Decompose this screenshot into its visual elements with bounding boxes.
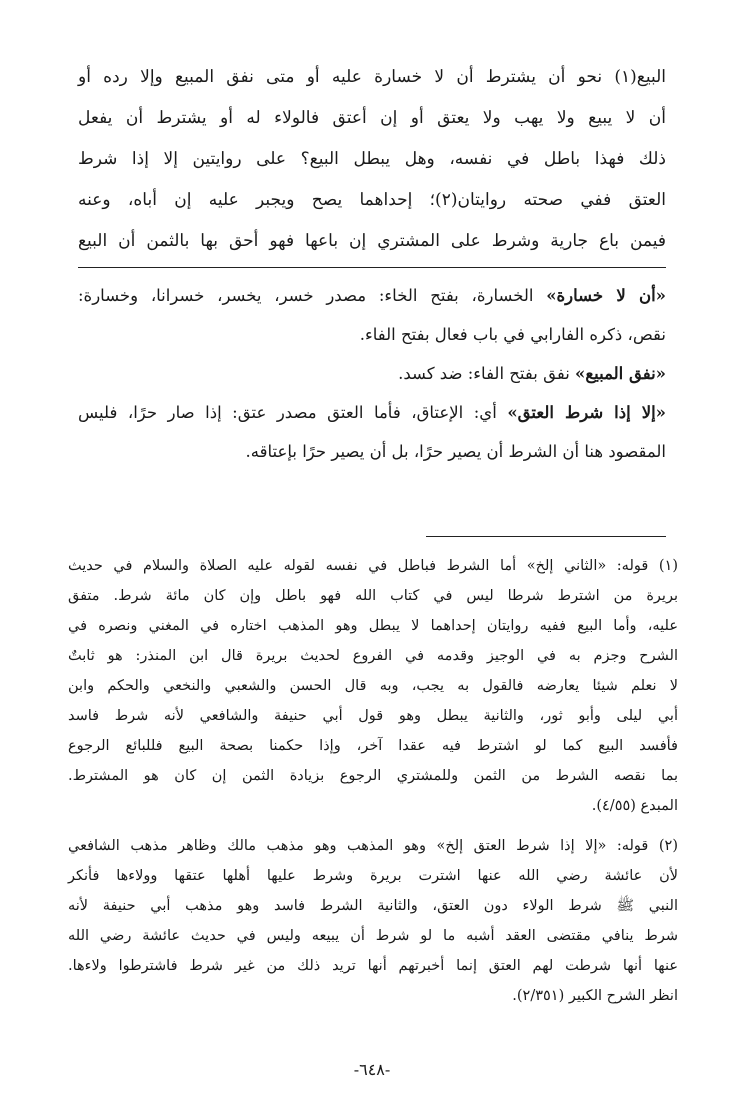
glossary-line	[78, 363, 666, 385]
footnote-line: انظر الشرح الكبير (٢/٣٥١).	[512, 988, 678, 1004]
footnote-line: بما نقصه الشرط من الثمن وللمشتري الرجوع بزيادة الثمن إن كان هو المشترط.	[68, 768, 678, 784]
footnote-line: شرط ينافي مقتضى العقد أشبه ما لو شرط أن يبيعه وليس في حديث عائشة رضي الله	[68, 928, 678, 944]
glossary-term: «إلا إذا شرط العتق»	[507, 403, 666, 422]
main-line: البيع(١) نحو أن يشترط أن لا خسارة عليه أو متى نفق المبيع وإلا رده أو	[78, 67, 666, 87]
footnote-line: النبي ﷺ شرط الولاء دون العتق، والثانية الشرط فاسد وهو مذهب أبي حنيفة لأنه	[68, 898, 678, 914]
glossary-text: نقص، ذكره الفارابي في باب فعال بفتح الفاء.	[359, 325, 666, 344]
glossary-text: المقصود هنا أن الشرط أن يصير حرًا، بل أن يصير حرًا بإعتاقه.	[245, 442, 666, 461]
main-line: ذلك فهذا باطل في نفسه، وهل يبطل البيع؟ على روايتين إلا إذا شرط	[78, 149, 666, 169]
main-line: أن لا يبيع ولا يهب ولا يعتق أو إن أعتق فالولاء له أو يشترط أن يفعل	[78, 108, 666, 128]
main-line: العتق ففي صحته روايتان(٢)؛ إحداهما يصح ويجبر عليه إن أباه، وعنه	[78, 190, 666, 210]
footnote-separator	[426, 536, 666, 537]
footnote-line: لا نعلم شيئا يعارضه فالقول به يجب، وبه قال الحسن والشعبي والنخعي والحكم وابن	[68, 678, 678, 694]
footnote-line: بريرة من اشترط شرطا ليس في كتاب الله فهو باطل وإن كان مائة شرط. متفق	[68, 588, 678, 604]
glossary-term: «أن لا خسارة»	[546, 286, 666, 305]
footnote-line: (٢) قوله: «إلا إذا شرط العتق إلخ» وهو المذهب وهو مذهب مالك وظاهر مذهب الشافعي	[68, 838, 678, 854]
glossary-line	[78, 441, 666, 463]
footnote-line: لأن عائشة رضي الله عنها اشترت بريرة وشرط عليها أهلها عتقها وولاءها فأنكر	[68, 868, 678, 884]
glossary-line	[78, 402, 666, 424]
glossary-text: نفق بفتح الفاء: ضد كسد.	[398, 364, 576, 383]
glossary-text: أي: الإعتاق، فأما العتق مصدر عتق: إذا صار حرًا، فليس	[78, 403, 508, 422]
glossary-line	[78, 324, 666, 346]
main-text-separator	[78, 267, 666, 268]
footnote-line: فأفسد البيع كما لو اشترط فيه عقدا آخر، وإذا حكمنا بصحة البيع فللبائع الرجوع	[68, 738, 678, 754]
glossary-text: الخسارة، بفتح الخاء: مصدر خسر، يخسر، خسرانا، وخسارة:	[78, 286, 547, 305]
glossary-line	[78, 285, 666, 307]
footnote-line: أبي ليلى وأبو ثور، والثانية يبطل وهو قول أبي حنيفة والشافعي لأنه شرط فاسد	[68, 708, 678, 724]
page-number: -٦٤٨-	[353, 1060, 391, 1079]
footnote-line: الشرح وجزم به في الوجيز وقدمه في الفروع لحديث بريرة قال ابن المنذر: هو ثابتٌ	[68, 648, 678, 664]
footnote-line: المبدع (٤/٥٥).	[591, 798, 678, 814]
footnote-line: عنها أنها شرطت لهم العتق إنما أخبرتهم أنها تريد ذلك من غير شرط فاشترطوا ولاءها.	[68, 958, 678, 974]
footnote-line: عليه، وأما البيع ففيه روايتان إحداهما لا يبطل وهو المذهب اختاره في المغني ونصره في	[68, 618, 678, 634]
glossary-term: «نفق المبيع»	[575, 364, 666, 383]
main-line: فيمن باع جارية وشرط على المشتري إن باعها فهو أحق بها بالثمن أن البيع	[78, 231, 666, 251]
footnote-line: (١) قوله: «الثاني إلخ» أما الشرط فباطل في نفسه لقوله عليه الصلاة والسلام في حديث	[68, 558, 678, 574]
